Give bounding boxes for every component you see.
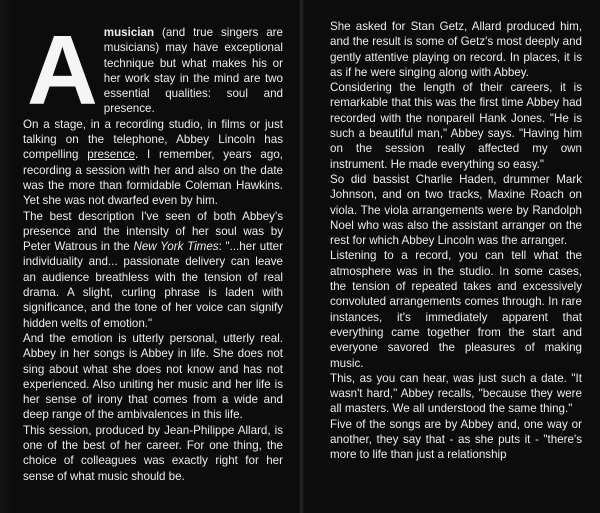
presence-underlined-word: presence (87, 148, 135, 162)
right-column (330, 19, 582, 513)
paragraph-bassist: So did bassist Charlie Haden, drummer Mark Johnson, and on two tracks, Maxine Roach on viola. The viola arrangements were by Randolph Noel who was also the assistant arranger on the rest for which Abbey Lincoln was the arranger. (330, 172, 582, 248)
paragraph-songs: Five of the songs are by Abbey and, one way or another, they say that - as she puts it - "there's more to life than just a relationship (330, 417, 582, 462)
paragraph-hank-jones: Considering the length of their careers, it is remarkable that this was the first time Abbey had recorded with the nonpareil Hank Jones. "He is such a beautiful man," Abbey says. "Having him on the session really affected my own instrument. He made everything so easy." (330, 81, 582, 171)
drop-cap-letter: A (27, 25, 98, 125)
paragraph-presence-text-b: . I remember, years ago, recording a session with her and also on the date was the more than formidable Coleman Hawkins. Yet she was not dwarfed even by him. (23, 148, 283, 208)
paragraph-session: This session, produced by Jean-Philippe Allard, is one of the best of her career. For one thing, the choice of colleagues was exactly right for her sense of what music should be. (23, 423, 283, 483)
paragraph-presence-text-a: On a stage, in a recording studio, in films or just talking on the telephone, Abbey Lincoln has compelling (23, 117, 283, 162)
center-fold (299, 0, 305, 513)
paragraph-presence (23, 117, 283, 209)
lead-word: musician (103, 26, 155, 39)
left-column (23, 25, 283, 513)
paragraph-date: This, as you can hear, was just such a date. "It wasn't hard," Abbey recalls, "because they were all masters. We all understood the same thing." (330, 371, 582, 416)
paragraph-emotion: And the emotion is utterly personal, utterly real. Abbey in her songs is Abbey in life. She does not sing about what she does not know and has not experienced. Also uniting her music and her life is her sense of irony that comes from a wide and deep range of the ambivalences in this life. (23, 331, 283, 422)
paragraph-description-text-b: : "...her utter individuality and... passionate delivery can leave an audience breathless with the tension of real drama. A slight, curling phrase is laden with significance, and the tone of her voice can signify hidden welts of emotion." (23, 240, 283, 330)
paragraph-description (23, 209, 283, 331)
paragraph-description-text-a: The best description I've seen of both Abbey's presence and the intensity of her soul was by Peter Watrous in the (23, 209, 283, 254)
intro-paragraph (23, 25, 283, 125)
publication-name: New York Times (133, 240, 219, 254)
paragraph-atmosphere: Listening to a record, you can tell what the atmosphere was in the studio. In some cases, the tension of repeated takes and excessively convoluted arrangements comes through. In rare instances, it's immediately apparent that everything came together from the start and everyone savored the pleasures of making music. (330, 249, 582, 370)
intro-text: (and true singers are musicians) may have exceptional technique but what makes his or her work stay in the mind are two essential qualities: soul and presence. (103, 26, 283, 116)
page-edge-shadow (0, 0, 12, 513)
paragraph-getz: She asked for Stan Getz, Allard produced him, and the result is some of Getz's most deeply and gently attentive playing on record. In places, it is as if he were singing along with Abbey. (330, 20, 582, 79)
